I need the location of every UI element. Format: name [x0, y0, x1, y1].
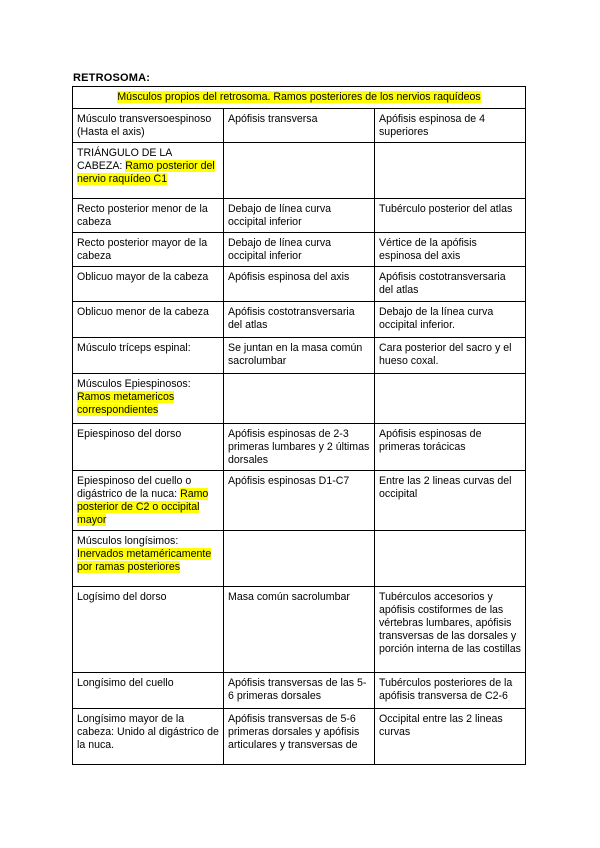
- origin-cell: Apófisis espinosa del axis: [224, 267, 375, 302]
- origin-cell: Debajo de línea curva occipital inferior: [224, 233, 375, 267]
- origin-cell: Apófisis espinosas D1-C7: [224, 471, 375, 531]
- muscle-name: Epiespinoso del cuello o digástrico de la nuca:: [77, 475, 192, 500]
- muscle-cell: [73, 199, 224, 233]
- insertion-cell: [375, 374, 526, 424]
- table-row: [73, 374, 526, 424]
- origin-cell: [224, 374, 375, 424]
- muscle-cell: [73, 233, 224, 267]
- origin-cell: Apófisis transversas de las 5-6 primeras dorsales: [224, 673, 375, 709]
- muscle-table: [72, 86, 526, 765]
- innervation-highlight: Ramo posterior de C2 o occipital mayor: [77, 488, 209, 526]
- table-row: [73, 267, 526, 302]
- muscle-cell: [73, 531, 224, 587]
- muscle-cell: [73, 374, 224, 424]
- table-row: [73, 531, 526, 587]
- insertion-cell: Vértice de la apófisis espinosa del axis: [375, 233, 526, 267]
- insertion-cell: Tubérculo posterior del atlas: [375, 199, 526, 233]
- muscle-cell: [73, 109, 224, 143]
- insertion-cell: Apófisis espinosas de primeras torácicas: [375, 424, 526, 471]
- origin-cell: Apófisis costotransversaria del atlas: [224, 302, 375, 338]
- table-row: [73, 424, 526, 471]
- muscle-cell: [73, 709, 224, 765]
- table-row: [73, 587, 526, 673]
- table-header-text: Músculos propios del retrosoma. Ramos posteriores de los nervios raquídeos: [117, 91, 481, 103]
- origin-cell: Apófisis espinosas de 2-3 primeras lumbares y 2 últimas dorsales: [224, 424, 375, 471]
- origin-cell: Se juntan en la masa común sacrolumbar: [224, 338, 375, 374]
- origin-cell: Apófisis transversas de 5-6 primeras dorsales y apófisis articulares y transversas de: [224, 709, 375, 765]
- muscle-name: Músculo transversoespinoso (Hasta el axis): [77, 113, 212, 138]
- muscle-name: Oblicuo mayor de la cabeza: [77, 271, 209, 283]
- insertion-cell: Debajo de la línea curva occipital inferior.: [375, 302, 526, 338]
- muscle-cell: [73, 587, 224, 673]
- innervation-highlight: Ramo posterior del nervio raquídeo C1: [77, 160, 215, 185]
- table-row: [73, 673, 526, 709]
- innervation-highlight: Inervados metaméricamente por ramas posteriores: [77, 548, 212, 573]
- insertion-cell: Tubérculos posteriores de la apófisis transversa de C2-6: [375, 673, 526, 709]
- muscle-name: Recto posterior menor de la cabeza: [77, 203, 208, 228]
- muscle-cell: [73, 338, 224, 374]
- table-row: [73, 143, 526, 199]
- muscle-cell: [73, 471, 224, 531]
- insertion-cell: Tubérculos accesorios y apófisis costiformes de las vértebras lumbares, apófisis transversas de las dorsales y porción interna de las costillas: [375, 587, 526, 673]
- muscle-cell: [73, 673, 224, 709]
- muscle-cell: [73, 267, 224, 302]
- muscle-name: Recto posterior mayor de la cabeza: [77, 237, 208, 262]
- muscle-name: Músculos Epiespinosos:: [77, 378, 191, 390]
- muscle-cell: [73, 143, 224, 199]
- insertion-cell: Cara posterior del sacro y el hueso coxal.: [375, 338, 526, 374]
- insertion-cell: Apófisis costotransversaria del atlas: [375, 267, 526, 302]
- origin-cell: Debajo de línea curva occipital inferior: [224, 199, 375, 233]
- insertion-cell: [375, 143, 526, 199]
- origin-cell: [224, 143, 375, 199]
- table-row: [73, 471, 526, 531]
- table-row: [73, 199, 526, 233]
- table-row: [73, 709, 526, 765]
- muscle-name: TRIÁNGULO DE LA CABEZA:: [77, 147, 172, 172]
- table-row: [73, 302, 526, 338]
- table-header-cell: [73, 87, 526, 109]
- insertion-cell: Apófisis espinosa de 4 superiores: [375, 109, 526, 143]
- table-header-row: [73, 87, 526, 109]
- muscle-name: Oblicuo menor de la cabeza: [77, 306, 209, 318]
- origin-cell: Apófisis transversa: [224, 109, 375, 143]
- muscle-name: Logísimo del dorso: [77, 591, 167, 603]
- insertion-cell: Occipital entre las 2 lineas curvas: [375, 709, 526, 765]
- muscle-cell: [73, 424, 224, 471]
- origin-cell: [224, 531, 375, 587]
- muscle-name: Músculos longísimos:: [77, 535, 179, 547]
- muscle-name: Epiespinoso del dorso: [77, 428, 182, 440]
- table-row: [73, 338, 526, 374]
- muscle-cell: [73, 302, 224, 338]
- innervation-highlight: Ramos metamericos correspondientes: [77, 391, 175, 416]
- insertion-cell: Entre las 2 lineas curvas del occipital: [375, 471, 526, 531]
- muscle-name: Longísimo mayor de la cabeza: Unido al digástrico de la nuca.: [77, 713, 219, 751]
- muscle-name: Músculo tríceps espinal:: [77, 342, 191, 354]
- table-row: [73, 233, 526, 267]
- origin-cell: Masa común sacrolumbar: [224, 587, 375, 673]
- table-row: [73, 109, 526, 143]
- insertion-cell: [375, 531, 526, 587]
- muscle-name: Longísimo del cuello: [77, 677, 174, 689]
- page-title: RETROSOMA:: [73, 72, 151, 84]
